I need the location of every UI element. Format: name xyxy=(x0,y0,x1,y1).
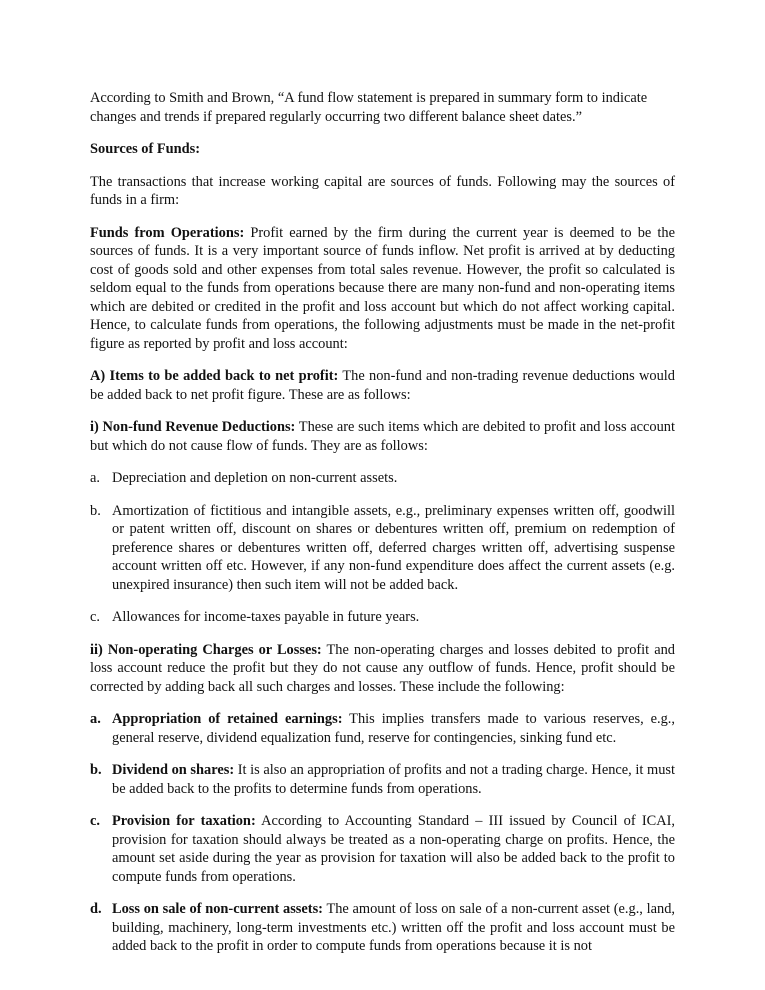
list-marker: d. xyxy=(90,901,102,917)
section-ii-paragraph xyxy=(90,641,675,697)
section-ii-label: ii) Non-operating Charges or Losses: xyxy=(90,641,322,658)
sources-paragraph: The transactions that increase working capital are sources of funds. Following may the sources of funds in a firm: xyxy=(90,173,675,208)
list-marker: a. xyxy=(90,711,101,727)
list-item-text: According to Accounting Standard – III issued by Council of ICAI, provision for taxation should always be treated as a non-operating charge on profits. Hence, the amount set aside during the year as provision for taxation will also be added back to the profit to compute funds from operations. xyxy=(112,813,675,885)
list-item-text: It is also an appropriation of profits and not a trading charge. Hence, it must be added back to the profits to determine funds from operations. xyxy=(112,762,676,797)
section-i-text: These are such items which are debited to profit and loss account but which do not cause flow of funds. They are as follows: xyxy=(90,419,675,454)
list-item xyxy=(90,469,675,488)
section-i-paragraph xyxy=(90,418,675,455)
list-item-label: Provision for taxation: xyxy=(112,813,256,829)
list-item xyxy=(90,710,675,747)
section-i-label: i) Non-fund Revenue Deductions: xyxy=(90,419,296,435)
list-item xyxy=(90,608,675,627)
list-item xyxy=(90,812,675,886)
list-item xyxy=(90,502,675,595)
section-a-text: The non-fund and non-trading revenue deductions would be added back to net profit figure. These are as follows: xyxy=(90,368,675,403)
list-item xyxy=(90,900,675,956)
list-item-text: Amortization of fictitious and intangible assets, e.g., preliminary expenses written off, goodwill or patent written off, discount on shares or debentures written off, premium on redemption of preference shares or debentures written off, deferred charges written off, advertising suspense account written off etc. However, if any non-fund expenditure does affect the current assets (e.g. unexpired insurance) then such item will not be added back. xyxy=(112,502,675,593)
non-fund-deductions-list xyxy=(90,469,675,627)
ffo-text: Profit earned by the firm during the current year is deemed to be the sources of funds. It is a very important source of funds inflow. Net profit is arrived at by deducting cost of goods sold and other expenses from total sales revenue. However, the profit so calculated is seldom equal to the funds from operations because there are many non-fund and non-operating items which are debited or credited in the profit and loss account but which do not affect working capital. Hence, to calculate funds from operations, the following adjustments must be made in the net-profit figure as reported by profit and loss account: xyxy=(90,224,675,352)
list-marker: c. xyxy=(90,609,100,625)
list-item-text: This implies transfers made to various reserves, e.g., general reserve, dividend equalization fund, reserve for contingencies, sinking fund etc. xyxy=(112,711,675,746)
ffo-paragraph xyxy=(90,224,675,354)
ffo-label: Funds from Operations: xyxy=(90,224,245,241)
list-marker: a. xyxy=(90,470,100,486)
section-ii-text: The non-operating charges and losses debited to profit and loss account reduce the profit but they do not cause any outflow of funds. Hence, profit should be corrected by adding back all such charges and losses. These include the following: xyxy=(90,641,675,695)
list-marker: b. xyxy=(90,502,101,519)
list-marker: c. xyxy=(90,813,100,829)
sources-heading: Sources of Funds: xyxy=(90,141,201,157)
list-marker: b. xyxy=(90,762,102,778)
list-item-label: Dividend on shares: xyxy=(112,762,235,778)
section-a-paragraph xyxy=(90,367,675,404)
section-a-label: A) Items to be added back to net profit: xyxy=(90,368,339,384)
list-item-label: Loss on sale of non-current assets: xyxy=(112,901,323,917)
list-item-text: Allowances for income-taxes payable in future years. xyxy=(112,609,420,625)
list-item xyxy=(90,761,675,798)
intro-paragraph: According to Smith and Brown, “A fund flow statement is prepared in summary form to indicate changes and trends if prepared regularly occurring two different balance sheet dates.” xyxy=(90,90,648,125)
list-item-label: Appropriation of retained earnings: xyxy=(112,711,343,727)
list-item-text: Depreciation and depletion on non-current assets. xyxy=(112,470,398,486)
list-item-text: The amount of loss on sale of a non-current asset (e.g., land, building, machinery, long-term investments etc.) written off the profit and loss account must be added back to the profit in order to compute funds from operations because it is not xyxy=(112,901,675,954)
non-operating-charges-list xyxy=(90,710,675,956)
